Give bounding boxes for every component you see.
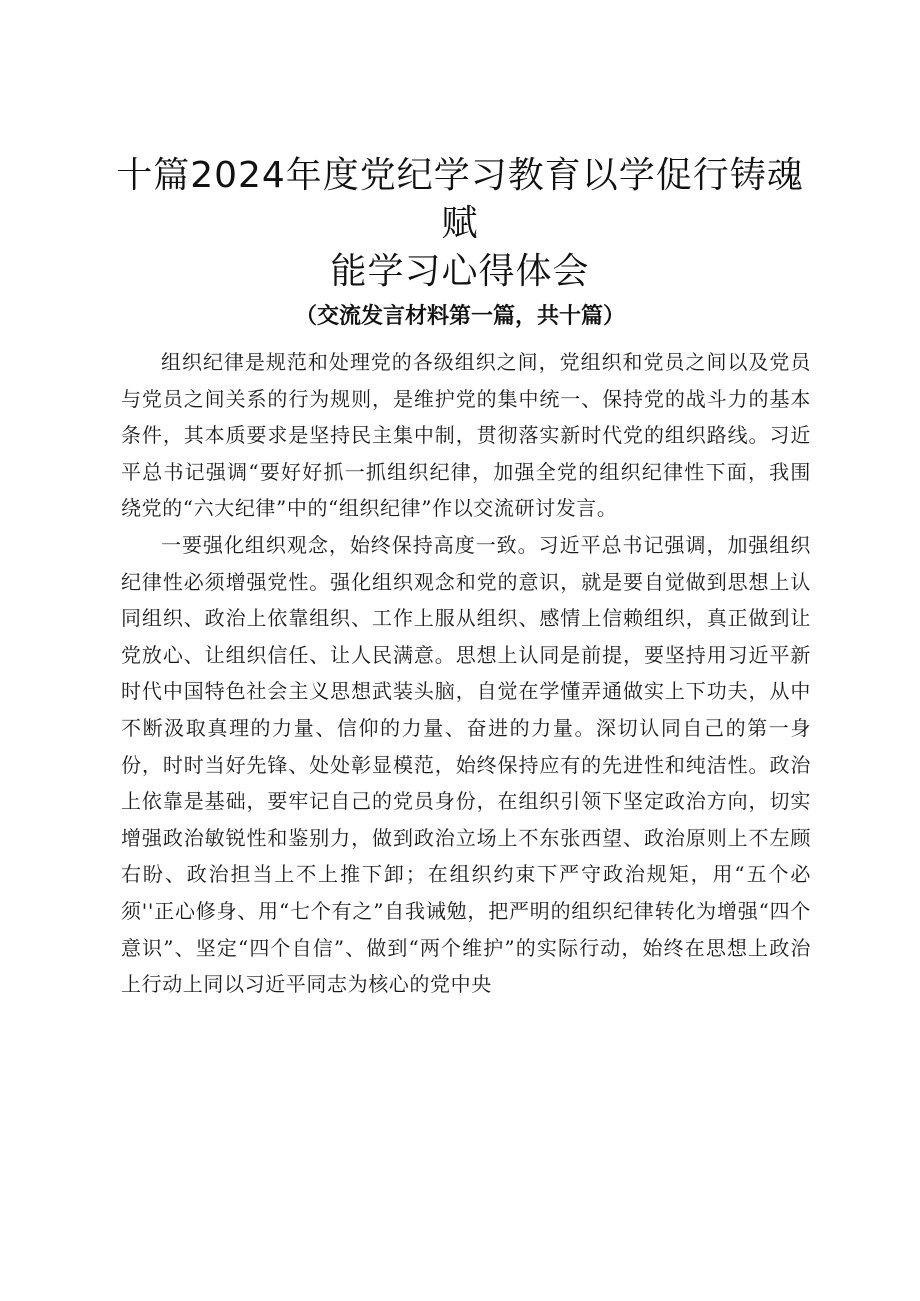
title-line-1: 十篇2024年度党纪学习教育以学促行铸魂赋 xyxy=(116,155,804,244)
document-body xyxy=(121,344,811,1003)
document-title xyxy=(110,152,810,296)
paragraph-organizational-concept: 一要强化组织观念，始终保持高度一致。习近平总书记强调，加强组织纪律性必须增强党性。强化组织观念和党的意识，就是要自觉做到思想上认同组织、政治上依靠组织、工作上服从组织、感情上信赖组织，真正做到让党放心、让组织信任、让人民满意。思想上认同是前提，要坚持用习近平新时代中国特色社会主义思想武装头脑，自觉在学懂弄通做实上下功夫，从中不断汲取真理的力量、信仰的力量、奋进的力量。深切认同自己的第一身份，时时当好先锋、处处彰显模范，始终保持应有的先进性和纯洁性。政治上依靠是基础，要牢记自己的党员身份，在组织引领下坚定政治方向，切实增强政治敏锐性和鉴别力，做到政治立场上不东张西望、政治原则上不左顾右盼、政治担当上不上推下卸；在组织约束下严守政治规矩，用“五个必须''正心修身、用“七个有之”自我诫勉，把严明的组织纪律转化为增强“四个意识”、坚定“四个自信”、做到“两个维护”的实际行动，始终在思想上政治上行动上同以习近平同志为核心的党中央 xyxy=(121,532,811,997)
document-subtitle: （交流发言材料第一篇，共十篇） xyxy=(294,303,625,329)
title-line-2: 能学习心得体会 xyxy=(330,251,590,292)
paragraph-intro: 组织纪律是规范和处理党的各级组织之间，党组织和党员之间以及党员与党员之间关系的行为规则，是维护党的集中统一、保持党的战斗力的基本条件，其本质要求是坚持民主集中制，贯彻落实新时代党的组织路线。习近平总书记强调“要好好抓一抓组织纪律，加强全党的组织纪律性下面，我围绕党的“六大纪律”中的“组织纪律”作以交流研讨发言。 xyxy=(121,350,811,521)
